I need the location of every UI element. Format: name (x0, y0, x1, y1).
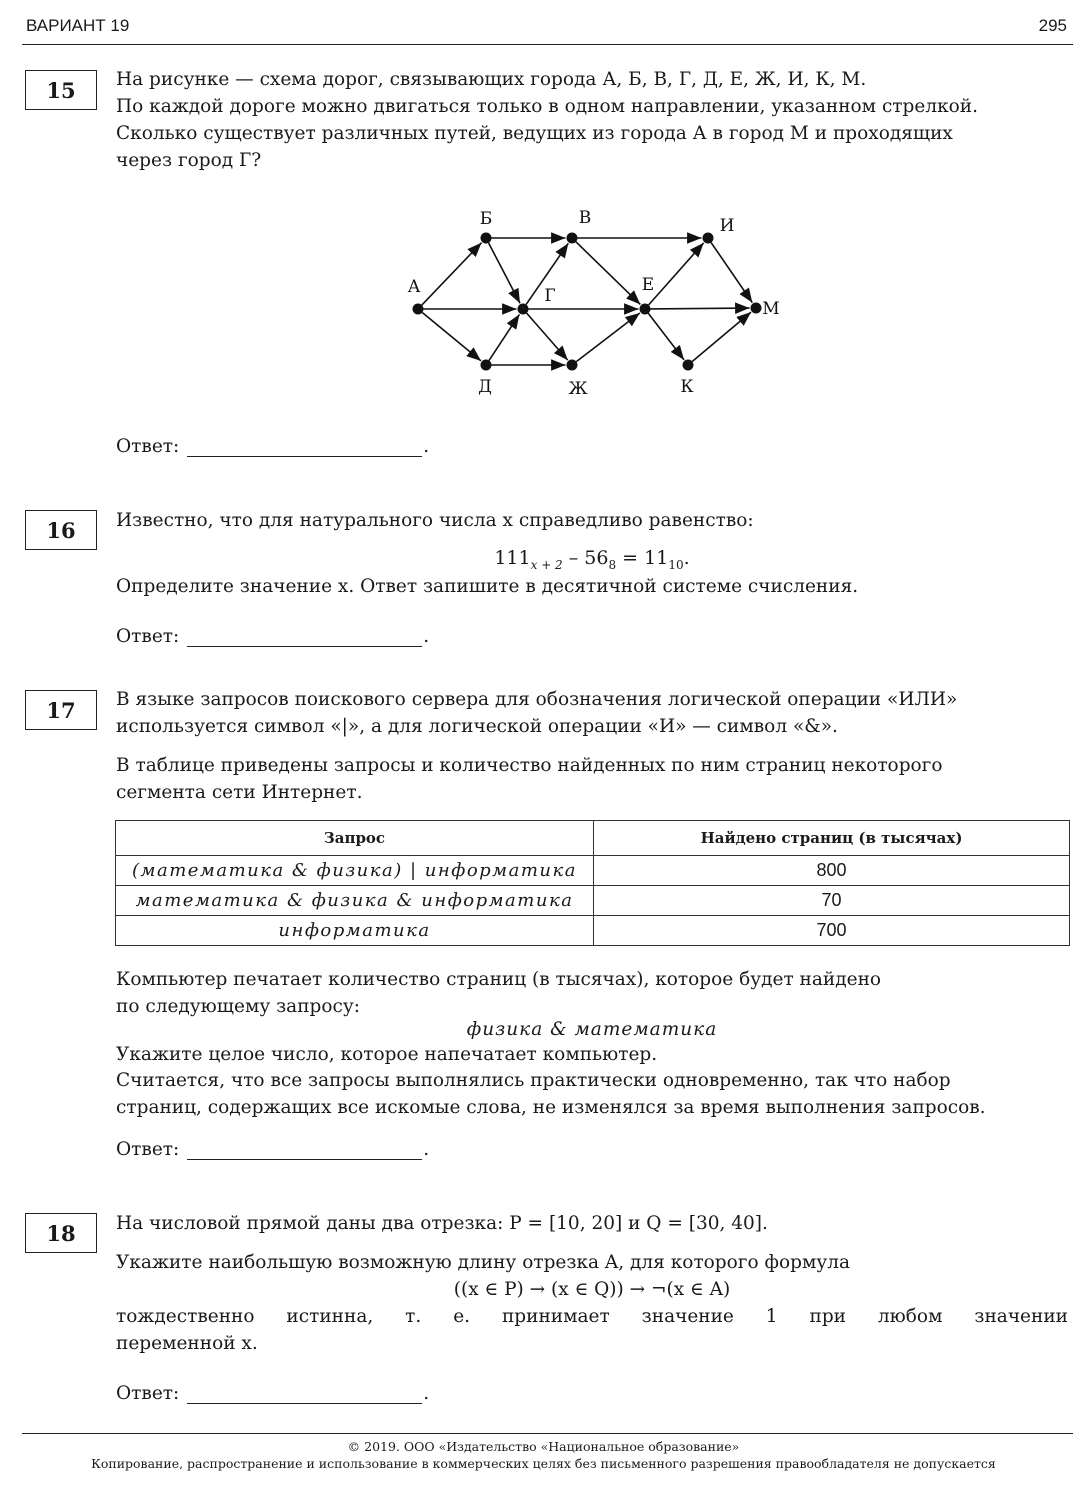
road-B-G (489, 243, 520, 303)
road-K-M (692, 312, 751, 361)
task-17-para-3 (116, 966, 1068, 1020)
pages-cell: 70 (594, 886, 1070, 916)
city-label-K: К (680, 377, 694, 397)
table-row (116, 856, 1070, 886)
task-15-line-4: через город Г? (116, 150, 262, 171)
task-16-text (116, 507, 1068, 534)
city-node-G (518, 304, 529, 315)
road-E-K (648, 313, 684, 359)
eq-base-b: 8 (608, 557, 617, 572)
city-label-A: А (407, 277, 421, 297)
road-Zh-E (576, 313, 639, 362)
task-15-line-2: По каждой дороге можно двигаться только в одном направлении, указанном стрелкой. (116, 96, 978, 117)
city-node-I (703, 233, 714, 244)
header-query: Запрос (116, 821, 594, 856)
eq-base-a: x + 2 (530, 557, 563, 572)
task-17-line-3: В таблице приведены запросы и количество найденных по ним страниц некоторого (116, 755, 943, 776)
query-cell: (математика & физика) | информатика (116, 856, 594, 886)
task-18-answer: Ответ: . (116, 1383, 430, 1404)
task-15-line-3: Сколько существует различных путей, ведущих из города А в город М и проходящих (116, 123, 953, 144)
table-row (116, 916, 1070, 946)
city-label-D: Д (478, 377, 492, 397)
answer-field[interactable] (187, 436, 422, 457)
city-node-B (481, 233, 492, 244)
city-label-M: М (762, 299, 780, 319)
task-17-para-1 (116, 686, 1068, 740)
task-18-line-3: тождественно истинна, т. е. принимает значение 1 при любом значении (116, 1306, 1068, 1327)
table-header-row (116, 821, 1070, 856)
eq-end: . (683, 547, 690, 569)
city-label-E: Е (641, 275, 655, 295)
table-row (116, 886, 1070, 916)
task-17-para-4: Укажите целое число, которое напечатает компьютер. (116, 1044, 658, 1065)
task-18-line-4: переменной x. (116, 1333, 258, 1354)
task-17-line-5: Компьютер печатает количество страниц (в тысячах), которое будет найдено (116, 969, 882, 990)
task-18-line-1: На числовой прямой даны два отрезка: P = [10, 20] и Q = [30, 40]. (116, 1213, 768, 1234)
eq-equals: = (616, 547, 645, 569)
task-17-line-4: сегмента сети Интернет. (116, 782, 363, 803)
query-cell: математика & физика & информатика (116, 886, 594, 916)
eq-base-c: 10 (668, 557, 684, 572)
answer-label: Ответ: (116, 436, 180, 457)
road-E-I (649, 243, 704, 305)
task-16-number: 16 (25, 510, 97, 550)
city-label-V: В (578, 208, 592, 228)
eq-term-a: 111 (494, 547, 531, 569)
city-node-D (481, 360, 492, 371)
city-node-A (413, 304, 424, 315)
road-E-M (650, 308, 749, 309)
task-18-formula: ((x ∈ P) → (x ∈ Q)) → ¬(x ∈ A) (453, 1279, 731, 1300)
road-A-D (422, 312, 481, 360)
task-17-line-6: по следующему запросу: (116, 996, 361, 1017)
task-18-number: 18 (25, 1213, 97, 1253)
road-G-Zh (527, 313, 568, 360)
task-18-para (116, 1303, 1068, 1357)
eq-minus: – (562, 547, 585, 569)
header-rule (22, 44, 1073, 45)
task-17-query: физика & математика (466, 1019, 718, 1040)
page-number: 295 (1038, 16, 1067, 35)
road-D-G (489, 314, 519, 360)
road-A-B (422, 243, 482, 305)
footer-notice: Копирование, распространение и использование в коммерческих целях без письменного разрешения правообладателя не допускается (91, 1456, 996, 1471)
task-16-text-2 (116, 573, 1068, 600)
task-18-line-2: Укажите наибольшую возможную длину отрезка A, для которого формула (116, 1252, 851, 1273)
footer-rule (22, 1433, 1073, 1434)
city-node-V (567, 233, 578, 244)
footer-copyright: © 2019. ООО «Издательство «Национальное образование» (347, 1439, 740, 1454)
pages-cell: 700 (594, 916, 1070, 946)
task-17-para-2 (116, 752, 1068, 806)
task-15-text (116, 66, 1068, 174)
eq-term-c: 11 (644, 547, 669, 569)
eq-term-b: 56 (584, 547, 609, 569)
city-label-Zh: Ж (568, 379, 588, 399)
task-17-line-1: В языке запросов поискового сервера для обозначения логической операции «ИЛИ» (116, 689, 958, 710)
task-15-line-1: На рисунке — схема дорог, связывающих города А, Б, В, Г, Д, Е, Ж, И, К, М. (116, 69, 867, 90)
task-17-line-2: используется символ «|», а для логической операции «И» — символ «&». (116, 716, 838, 737)
answer-field[interactable] (187, 626, 422, 647)
answer-field[interactable] (187, 1139, 422, 1160)
task-17-number: 17 (25, 690, 97, 730)
road-I-M (711, 243, 752, 303)
pages-cell: 800 (594, 856, 1070, 886)
task-15-number: 15 (25, 70, 97, 110)
city-node-Zh (567, 360, 578, 371)
city-label-I: И (719, 216, 735, 236)
query-table (115, 820, 1070, 946)
task-17-answer: Ответ: . (116, 1139, 430, 1160)
task-16-answer: Ответ: . (116, 626, 430, 647)
graph-edges (422, 238, 753, 365)
graph-labels (408, 208, 780, 399)
city-node-M (751, 303, 762, 314)
task-15-answer: Ответ: . (116, 436, 430, 457)
task-17-line-8: страниц, содержащих все искомые слова, не изменялся за время выполнения запросов. (116, 1097, 986, 1118)
city-node-K (683, 360, 694, 371)
task-17-line-7: Считается, что все запросы выполнялись практически одновременно, так что набор (116, 1070, 951, 1091)
road-V-E (576, 242, 640, 305)
answer-label: Ответ: (116, 1383, 180, 1404)
task-16-line-1: Известно, что для натурального числа x справедливо равенство: (116, 510, 754, 531)
answer-label: Ответ: (116, 626, 180, 647)
query-cell: информатика (116, 916, 594, 946)
answer-label: Ответ: (116, 1139, 180, 1160)
city-label-B: Б (479, 209, 493, 229)
city-node-E (640, 304, 651, 315)
city-label-G: Г (544, 286, 556, 306)
task-16-line-2: Определите значение x. Ответ запишите в десятичной системе счисления. (116, 576, 859, 597)
road-graph (395, 200, 795, 405)
task-17-para-5 (116, 1067, 1068, 1121)
header-pages: Найдено страниц (в тысячах) (594, 821, 1070, 856)
answer-field[interactable] (187, 1383, 422, 1404)
variant-title: ВАРИАНТ 19 (26, 16, 130, 35)
